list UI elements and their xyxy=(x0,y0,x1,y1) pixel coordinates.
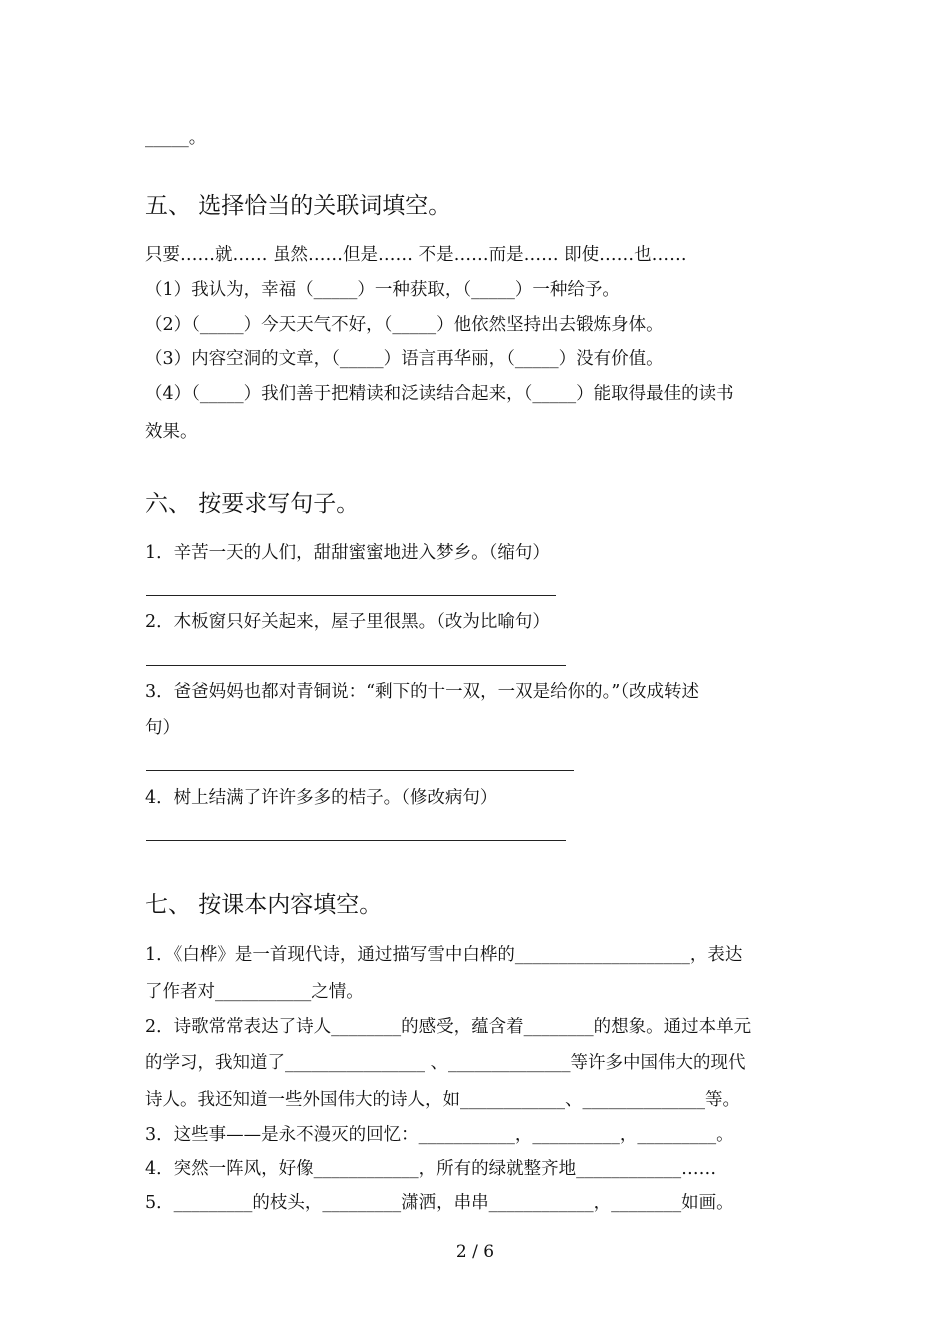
answer-line[interactable] xyxy=(146,770,574,771)
section-6-question-2: 2．木板窗只好关起来，屋子里很黑。（改为比喻句） xyxy=(145,612,550,632)
section-7-question-2: 2．诗歌常常表达了诗人________的感受，蕴含着________的想象。通过本单元 xyxy=(145,1017,752,1037)
section-7-question-1-continued: 了作者对___________之情。 xyxy=(145,982,364,1002)
answer-line[interactable] xyxy=(146,665,566,666)
section-6-question-1: 1．辛苦一天的人们，甜甜蜜蜜地进入梦乡。（缩句） xyxy=(145,543,550,563)
page-number: 2 / 6 xyxy=(455,1242,495,1262)
section-7-question-3: 3．这些事——是永不漫灭的回忆：___________，__________，_________。 xyxy=(145,1125,734,1145)
section-7-question-1: 1．《白桦》是一首现代诗，通过描写雪中白桦的____________________，表达 xyxy=(145,945,743,965)
section-5-question-4-continued: 效果。 xyxy=(145,422,198,442)
section-5-question-3: （3）内容空洞的文章，（_____）语言再华丽，（_____）没有价值。 xyxy=(145,349,664,369)
section-7-question-5: 5．_________的枝头，_________潇洒，串串____________，________如画。 xyxy=(145,1193,734,1213)
section-5-question-1: （1）我认为，幸福（_____）一种获取，（_____）一种给予。 xyxy=(145,280,620,300)
section-7-heading: 七、 按课本内容填空。 xyxy=(145,892,383,918)
section-5-question-4: （4）（_____）我们善于把精读和泛读结合起来，（_____）能取得最佳的读书 xyxy=(145,384,734,404)
section-6-heading: 六、 按要求写句子。 xyxy=(145,491,360,517)
section-6-question-3: 3．爸爸妈妈也都对青铜说：“剩下的十一双，一双是给你的。”（改成转述 xyxy=(145,682,700,702)
answer-line[interactable] xyxy=(146,595,556,596)
conjunction-options: 只要……就…… 虽然……但是…… 不是……而是…… 即使……也…… xyxy=(145,245,687,265)
section-7-question-4: 4．突然一阵风，好像____________，所有的绿就整齐地____________…… xyxy=(145,1159,717,1179)
section-5-heading: 五、 选择恰当的关联词填空。 xyxy=(145,193,452,219)
answer-line[interactable] xyxy=(146,840,566,841)
section-5-question-2: （2）（_____）今天天气不好，（_____）他依然坚持出去锻炼身体。 xyxy=(145,315,664,335)
section-7-question-2-line-3: 诗人。我还知道一些外国伟大的诗人，如____________、______________等。 xyxy=(145,1090,740,1110)
previous-answer-blank: _____。 xyxy=(145,128,207,148)
section-7-question-2-line-2: 的学习，我知道了________________ 、______________等许多中国伟大的现代 xyxy=(145,1053,746,1073)
section-6-question-4: 4．树上结满了许许多多的桔子。（修改病句） xyxy=(145,788,498,808)
section-6-question-3-continued: 句） xyxy=(145,718,180,738)
